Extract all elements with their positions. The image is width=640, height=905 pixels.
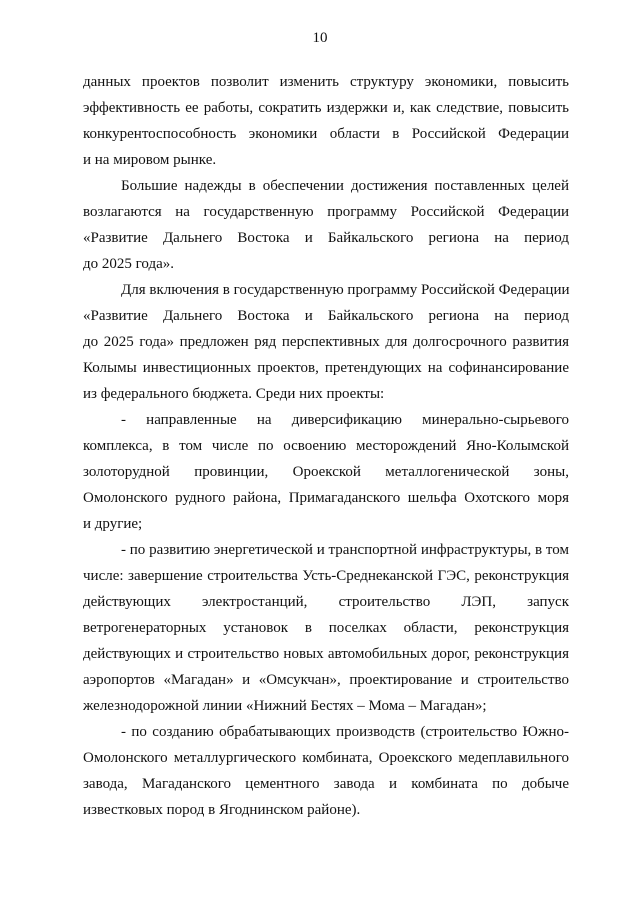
text-line: известковых пород в Ягоднинском районе).: [83, 802, 361, 818]
text-line: данных проектов позволит изменить структуру экономики, повысить: [83, 74, 569, 90]
text-line: Большие надежды в обеспечении достижения поставленных целей: [121, 178, 569, 194]
text-line: «Развитие Дальнего Востока и Байкальского региона на период: [83, 230, 569, 246]
text-line: золоторудной провинции, Ороекской металлогенической зоны,: [83, 464, 569, 480]
text-line: и на мировом рынке.: [83, 152, 217, 168]
text-line: действующих электростанций, строительство ЛЭП, запуск: [83, 594, 569, 610]
text-line: Омолонского рудного района, Примагаданского шельфа Охотского моря: [83, 490, 569, 506]
text-line: действующих и строительство новых автомобильных дорог, реконструкция: [83, 646, 569, 662]
text-line: Колымы инвестиционных проектов, претендующих на софинансирование: [83, 360, 569, 376]
text-line: до 2025 года».: [83, 256, 175, 272]
text-line: Для включения в государственную программу Российской Федерации: [121, 282, 570, 298]
text-line: - по развитию энергетической и транспортной инфраструктуры, в том: [121, 542, 569, 558]
text-line: - по созданию обрабатывающих производств (строительство Южно-: [121, 724, 569, 740]
text-line: конкурентоспособность экономики области в Российской Федерации: [83, 126, 569, 142]
text-line: железнодорожной линии «Нижний Бестях – Мома – Магадан»;: [83, 698, 487, 714]
text-line: завода, Магаданского цементного завода и комбината по добыче: [83, 776, 569, 792]
text-line: возлагаются на государственную программу Российской Федерации: [83, 204, 569, 220]
text-line: до 2025 года» предложен ряд перспективных для долгосрочного развития: [83, 334, 569, 350]
page-number: 10: [312, 30, 328, 46]
body-text: [83, 69, 569, 823]
text-line: ветрогенераторных установок в поселках области, реконструкция: [83, 620, 569, 636]
text-line: - направленные на диверсификацию минерально-сырьевого: [121, 412, 569, 428]
text-line: комплекса, в том числе по освоению месторождений Яно-Колымской: [83, 438, 569, 454]
text-line: Омолонского металлургического комбината, Ороекского медеплавильного: [83, 750, 569, 766]
text-line: эффективность ее работы, сократить издержки и, как следствие, повысить: [83, 100, 569, 116]
text-line: «Развитие Дальнего Востока и Байкальского региона на период: [83, 308, 569, 324]
text-line: аэропортов «Магадан» и «Омсукчан», проектирование и строительство: [83, 672, 569, 688]
text-line: и другие;: [83, 516, 143, 532]
text-line: числе: завершение строительства Усть-Среднеканской ГЭС, реконструкция: [83, 568, 569, 584]
text-line: из федерального бюджета. Среди них проекты:: [83, 386, 385, 402]
